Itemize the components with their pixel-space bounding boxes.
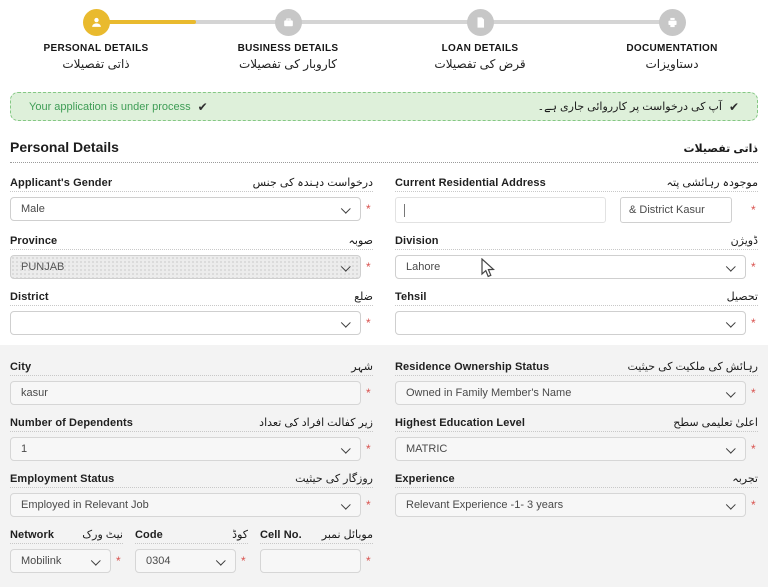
chevron-down-icon	[726, 261, 736, 271]
education-label: Highest Education Level	[395, 417, 526, 429]
chevron-down-icon	[726, 499, 736, 509]
chevron-down-icon	[216, 555, 226, 565]
step-label: LOAN DETAILS	[441, 43, 519, 54]
cell-number-input[interactable]	[260, 549, 361, 573]
field-label-row	[10, 416, 373, 432]
status-message: Your application is under process	[29, 100, 191, 113]
gender-label-urdu: درخواست دہندہ کی جنس	[252, 177, 373, 189]
printer-icon	[659, 9, 686, 36]
field-label-row	[10, 176, 373, 192]
cell-number-label-urdu: موبائل نمبر	[321, 529, 373, 541]
network-label-urdu: نیٹ ورک	[82, 529, 123, 541]
required-asterisk: *	[366, 202, 371, 216]
residence-ownership-label: Residence Ownership Status	[395, 361, 550, 373]
required-asterisk: *	[241, 554, 246, 568]
field-label-row	[260, 528, 373, 544]
employment-status-select[interactable]: Employed in Relevant Job	[10, 493, 361, 517]
step-label-urdu: دستاویزات	[645, 57, 699, 71]
residence-ownership-select[interactable]: Owned in Family Member's Name	[395, 381, 746, 405]
division-label: Division	[395, 235, 439, 247]
step-documentation[interactable]	[576, 9, 768, 71]
required-asterisk: *	[751, 442, 756, 456]
required-asterisk: *	[366, 442, 371, 456]
step-label-urdu: ذاتی تفصیلات	[62, 57, 130, 71]
chevron-down-icon	[341, 499, 351, 509]
step-personal-details[interactable]	[0, 9, 192, 71]
province-select[interactable]: PUNJAB	[10, 255, 361, 279]
field-label-row	[135, 528, 248, 544]
district-select[interactable]	[10, 311, 361, 335]
city-label-urdu: شہر	[351, 361, 373, 373]
chevron-down-icon	[91, 555, 101, 565]
required-asterisk: *	[751, 386, 756, 400]
chevron-down-icon	[341, 443, 351, 453]
status-message-urdu: آپ کی درخواست پر کارروائی جاری ہے۔	[537, 101, 722, 113]
page-title-urdu: ذاتی تفصیلات	[683, 143, 758, 155]
required-asterisk: *	[366, 498, 371, 512]
chevron-down-icon	[726, 387, 736, 397]
field-label-row	[395, 472, 758, 488]
employment-status-label: Employment Status	[10, 473, 115, 485]
page-title: Personal Details	[10, 139, 119, 155]
address-input[interactable]	[395, 197, 606, 223]
dependents-select[interactable]: 1	[10, 437, 361, 461]
step-label: DOCUMENTATION	[626, 43, 718, 54]
employment-status-label-urdu: روزگار کی حیثیت	[295, 473, 373, 485]
field-label-row	[10, 528, 123, 544]
field-label-row	[395, 234, 758, 250]
text-caret	[404, 204, 405, 217]
required-asterisk: *	[366, 554, 371, 568]
required-asterisk: *	[366, 316, 371, 330]
required-asterisk: *	[751, 316, 756, 330]
province-label-urdu: صوبہ	[348, 235, 373, 247]
field-label-row	[10, 472, 373, 488]
step-label-urdu: قرض کی تفصیلات	[434, 57, 526, 71]
chevron-down-icon	[726, 443, 736, 453]
district-label: District	[10, 291, 49, 303]
field-label-row	[395, 290, 758, 306]
dependents-label-urdu: زیر کفالت افراد کی تعداد	[259, 417, 373, 429]
field-label-row	[395, 360, 758, 376]
progress-stepper	[0, 0, 768, 86]
briefcase-icon	[275, 9, 302, 36]
experience-label-urdu: تجربہ	[732, 473, 758, 485]
residence-ownership-label-urdu: رہائش کی ملکیت کی حیثیت	[627, 361, 758, 373]
address-district-input[interactable]: & District Kasur	[620, 197, 732, 223]
field-label-row	[10, 234, 373, 250]
application-status-banner	[10, 92, 758, 121]
code-select[interactable]: 0304	[135, 549, 236, 573]
step-label: BUSINESS DETAILS	[237, 43, 339, 54]
cell-number-label: Cell No.	[260, 529, 302, 541]
division-label-urdu: ڈویژن	[730, 235, 758, 247]
network-select[interactable]: Mobilink	[10, 549, 111, 573]
required-asterisk: *	[366, 386, 371, 400]
required-asterisk: *	[751, 260, 756, 274]
field-label-row	[395, 416, 758, 432]
section-header	[10, 139, 758, 163]
code-label: Code	[135, 529, 163, 541]
city-label: City	[10, 361, 32, 373]
tehsil-select[interactable]	[395, 311, 746, 335]
education-select[interactable]: MATRIC	[395, 437, 746, 461]
tehsil-label: Tehsil	[395, 291, 427, 303]
check-icon: ✔	[197, 99, 208, 114]
chevron-down-icon	[726, 317, 736, 327]
address-label-urdu: موجودہ رہائشی پتہ	[666, 177, 758, 189]
step-label: PERSONAL DETAILS	[43, 43, 149, 54]
required-asterisk: *	[116, 554, 121, 568]
chevron-down-icon	[341, 317, 351, 327]
field-label-row	[395, 176, 758, 192]
required-asterisk: *	[751, 498, 756, 512]
dependents-label: Number of Dependents	[10, 417, 134, 429]
step-label-urdu: کاروبار کی تفصیلات	[238, 57, 338, 71]
step-business-details[interactable]	[192, 9, 384, 71]
education-label-urdu: اعلیٰ تعلیمی سطح	[673, 417, 758, 429]
district-label-urdu: ضلع	[354, 291, 373, 303]
experience-select[interactable]: Relevant Experience -1- 3 years	[395, 493, 746, 517]
chevron-down-icon	[341, 203, 351, 213]
document-icon	[467, 9, 494, 36]
division-select[interactable]: Lahore	[395, 255, 746, 279]
address-label: Current Residential Address	[395, 177, 546, 189]
gender-select[interactable]: Male	[10, 197, 361, 221]
required-asterisk: *	[751, 203, 756, 217]
field-label-row	[10, 360, 373, 376]
tehsil-label-urdu: تحصیل	[726, 291, 758, 303]
province-label: Province	[10, 235, 58, 247]
network-label: Network	[10, 529, 55, 541]
experience-label: Experience	[395, 473, 455, 485]
field-label-row	[10, 290, 373, 306]
gender-label: Applicant's Gender	[10, 177, 113, 189]
city-input[interactable]: kasur	[10, 381, 361, 405]
chevron-down-icon	[341, 261, 351, 271]
person-icon	[83, 9, 110, 36]
required-asterisk: *	[366, 260, 371, 274]
step-loan-details[interactable]	[384, 9, 576, 71]
check-icon: ✔	[728, 99, 739, 114]
code-label-urdu: کوڈ	[232, 529, 248, 541]
